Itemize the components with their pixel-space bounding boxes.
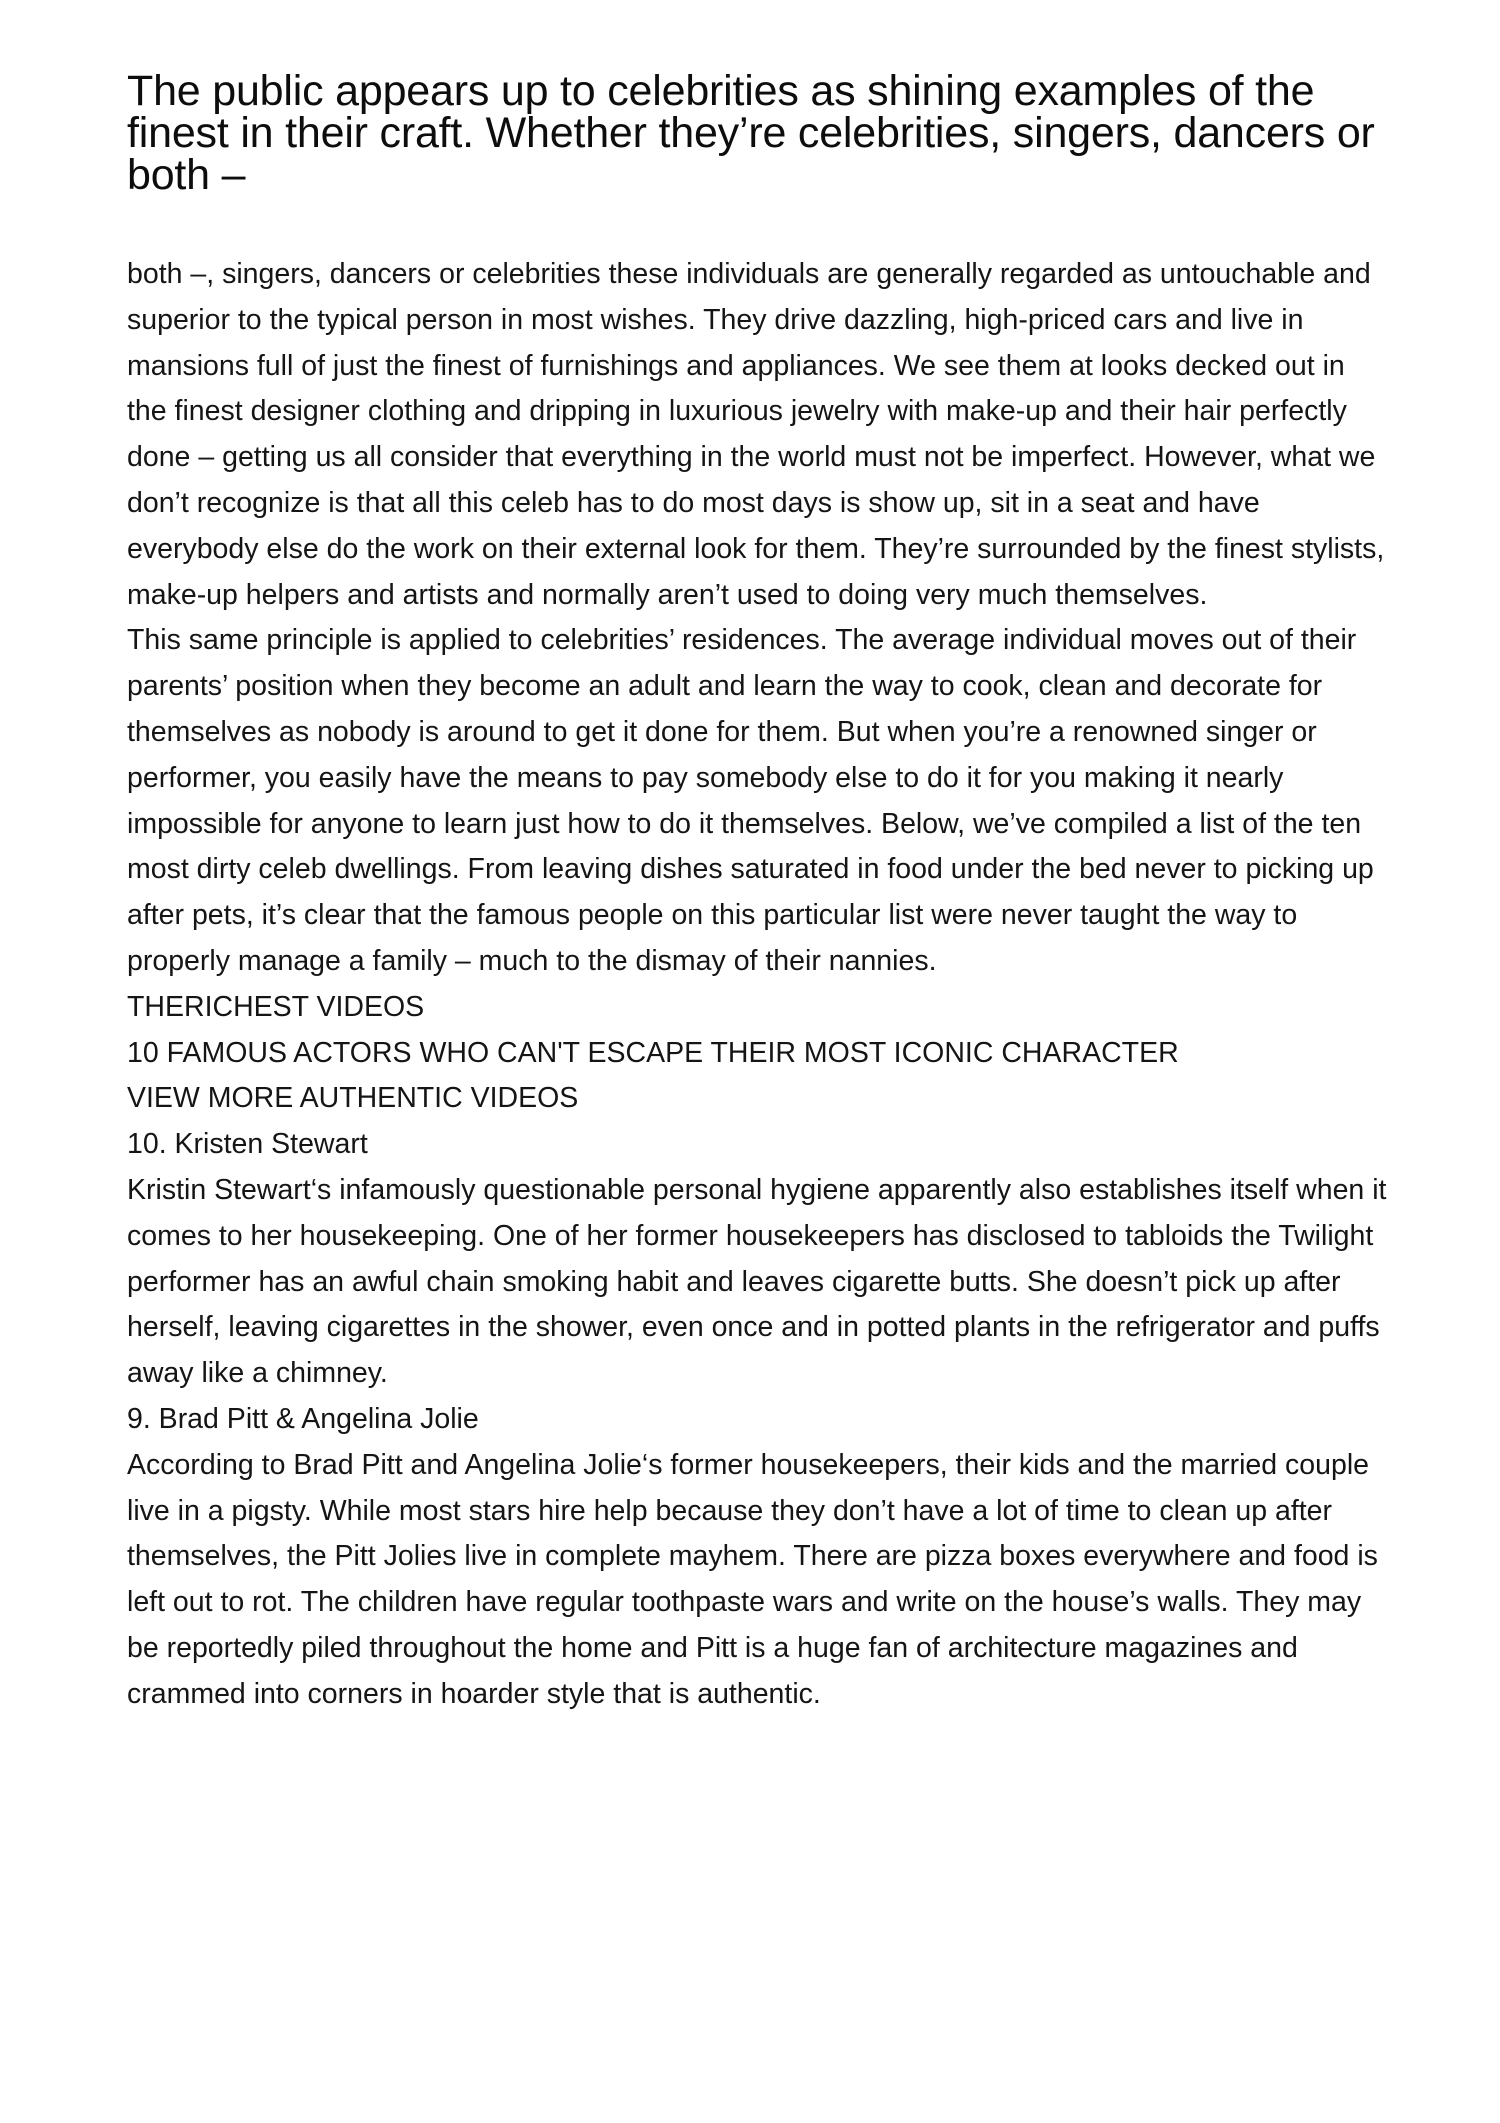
list-item-heading-10: 10. Kristen Stewart	[127, 1128, 368, 1161]
list-item-text-10: Kristin Stewart‘s infamously questionable personal hygiene apparently also establishes itself when it comes to her housekeeping. One of her former housekeepers has disclosed to tabloids the Twilight performer has an awful chain smoking habit and leaves cigarette butts. She doesn’t pick up after herself, leaving cigarettes in the shower, even once and in potted plants in the refrigerator and puffs away like a chimney.	[127, 1173, 1387, 1390]
document-title: The public appears up to celebrities as shining examples of the finest in their craft. Whether they’re celebrities, singers, dancers or both –	[127, 67, 1375, 199]
residences-paragraph: This same principle is applied to celebrities’ residences. The average individual moves out of their parents’ position when they become an adult and learn the way to cook, clean and decorate for themselves as nobody is around to get it done for them. But when you’re a renowned singer or performer, you easily have the means to pay somebody else to do it for you making it nearly impossible for anyone to learn just how to do it themselves. Below, we’ve compiled a list of the ten most dirty celeb dwellings. From leaving dishes saturated in food under the bed never to picking up after pets, it’s clear that the famous people on this particular list were never taught the way to properly manage a family – much to the dismay of their nannies.	[127, 624, 1374, 977]
view-more-videos-link[interactable]: VIEW MORE AUTHENTIC VIDEOS	[127, 1082, 579, 1115]
list-item-heading-9: 9. Brad Pitt & Angelina Jolie	[127, 1402, 479, 1435]
intro-paragraph: both –, singers, dancers or celebrities these individuals are generally regarded as untouchable and superior to the typical person in most wishes. They drive dazzling, high-priced cars and live in mansions full of just the finest of furnishings and appliances. We see them at looks decked out in the finest designer clothing and dripping in luxurious jewelry with make-up and their hair perfectly done – getting us all consider that everything in the world must not be imperfect. However, what we don’t recognize is that all this celeb has to do most days is show up, sit in a seat and have everybody else do the work on their external look for them. They’re surrounded by the finest stylists, make-up helpers and artists and normally aren’t used to doing very much themselves.	[127, 258, 1385, 611]
document-page	[127, 67, 1387, 1718]
videos-heading: THERICHEST VIDEOS	[127, 990, 425, 1023]
video-title: 10 FAMOUS ACTORS WHO CAN'T ESCAPE THEIR MOST ICONIC CHARACTER	[127, 1036, 1179, 1069]
document-body	[127, 252, 1387, 1718]
list-item-text-9: According to Brad Pitt and Angelina Jolie‘s former housekeepers, their kids and the married couple live in a pigsty. While most stars hire help because they don’t have a lot of time to clean up after themselves, the Pitt Jolies live in complete mayhem. There are pizza boxes everywhere and food is left out to rot. The children have regular toothpaste wars and write on the house’s walls. They may be reportedly piled throughout the home and Pitt is a huge fan of architecture magazines and crammed into corners in hoarder style that is authentic.	[127, 1448, 1378, 1710]
